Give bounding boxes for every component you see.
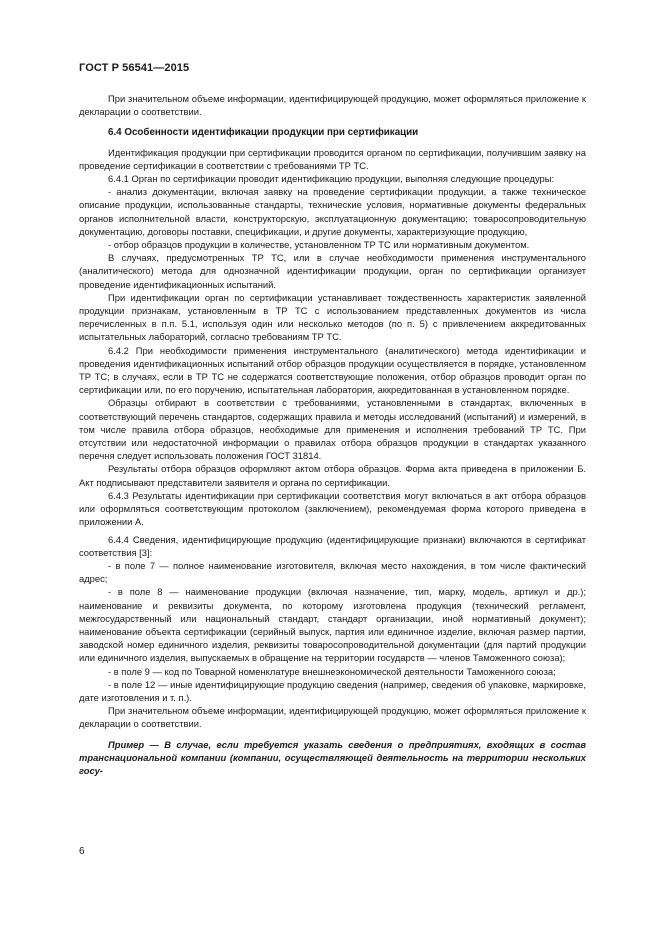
paragraph: Результаты отбора образцов оформляют актом отбора образцов. Форма акта приведена в приложении Б. Акт подписывают представители заявителя и органа по сертификации. [79,463,586,488]
paragraph: 6.4.1 Орган по сертификации проводит идентификацию продукции, выполняя следующие процедуры: [108,173,555,185]
paragraph: При значительном объеме информации, идентифицирующей продукцию, может оформляться приложение к декларации о соответствии. [79,705,586,730]
list-item: - в поле 9 — код по Товарной номенклатуре внешнеэкономической деятельности Таможенного союза; [108,665,556,677]
example-note [79,738,586,778]
list-item: - в поле 8 — наименование продукции (включая назначение, тип, марку, модель, артикул и др.); наименование и реквизиты документа, по которому изготовлена продукция (технический регламент, межгосударственный или национальный стандарт, стандарт организации, иной нормативный документ); наименование объекта сертификации (серийный выпуск, партия или единичное изделие, включая размер партии, заводской номер единичного изделия, реквизиты товаросопроводительной документации (для партий продукции или единичного изделия, выпускаемых в обращение на территории государств — членов Таможенного союза); [79,586,586,664]
example-label: Пример — [108,738,159,750]
list-item: - в поле 12 — иные идентифицирующие продукцию сведения (например, сведения об упаковке, маркировке, дате изготовления и т. п.). [79,678,586,703]
paragraph: 6.4.2 При необходимости применения инструментального (аналитического) метода идентификации и проведения идентификационных испытаний отбор образцов продукции осуществляется в порядке, установленном ТР ТС; в случаях, если в ТР ТС не содержатся соответствующие положения, отбор образцов проводит орган по сертификации или, по его поручению, испытательная лаборатория, аккредитованная в установленном порядке. [79,344,586,396]
paragraph: 6.4.4 Сведения, идентифицирующие продукцию (идентифицирующие признаки) включаются в сертификат соответствия [3]: [79,533,586,558]
paragraph: Идентификация продукции при сертификации проводится органом по сертификации, получившим заявку на проведение сертификации в соответствии с требованиями ТР ТС. [79,146,586,171]
paragraph: В случаях, предусмотренных ТР ТС, или в случае необходимости применения инструментального (аналитического) метода для однозначной идентификации продукции, орган по сертификации организует проведение идентификационных испытаний. [79,252,586,290]
document-header: ГОСТ Р 56541—2015 [79,62,190,74]
example-text: В случае, если требуется указать сведения о предприятиях, входящих в состав транснациональной компании (компании, осуществляющей деятельность на территории нескольких госу- [79,738,587,776]
list-item: - отбор образцов продукции в количестве, установленном ТР ТС или нормативным документом. [108,239,530,251]
paragraph: Образцы отбирают в соответствии с требованиями, установленными в стандартах, включенных в соответствующий перечень стандартов, содержащих правила и методы исследований (испытаний) и измерений, в том числе правила отбора образцов, необходимые для применения и исполнения требований ТР ТС. При отсутствии или недостаточной информации о правилах отбора образцов продукции в стандартах указанного перечня следует использовать положения ГОСТ 31814. [79,397,586,462]
paragraph: При идентификации орган по сертификации устанавливает тождественность характеристик заявленной продукции признакам, установленным в ТР ТС с использованием представленных документов из числа перечисленных в п.п. 5.1, используя один или несколько методов (по п. 5) с привлечением аккредитованных испытательных лабораторий, согласно требованиям ТР ТС. [79,291,586,343]
list-item: - в поле 7 — полное наименование изготовителя, включая место нахождения, в том числе фактический адрес; [79,559,586,585]
paragraph: При значительном объеме информации, идентифицирующей продукцию, может оформляться приложение к декларации о соответствии. [79,93,586,118]
document-body [79,92,586,777]
section-heading: 6.4 Особенности идентификации продукции при сертификации [108,127,419,139]
list-item: - анализ документации, включая заявку на проведение сертификации продукции, а также техническое описание продукции, использованные стандарты, технические условия, нормативные документы федеральных органов исполнительной власти, конструкторскую, эксплуатационную документацию; товаросопроводительную документацию, договоры поставки, спецификации, и другие документы, характеризующие продукцию, [79,186,586,237]
paragraph: 6.4.3 Результаты идентификации при сертификации соответствия могут включаться в акт отбора образцов или оформляться соответствующим протоколом (заключением), рекомендуемая форма которого приведена в приложении А. [79,489,586,528]
page-number: 6 [79,846,85,857]
